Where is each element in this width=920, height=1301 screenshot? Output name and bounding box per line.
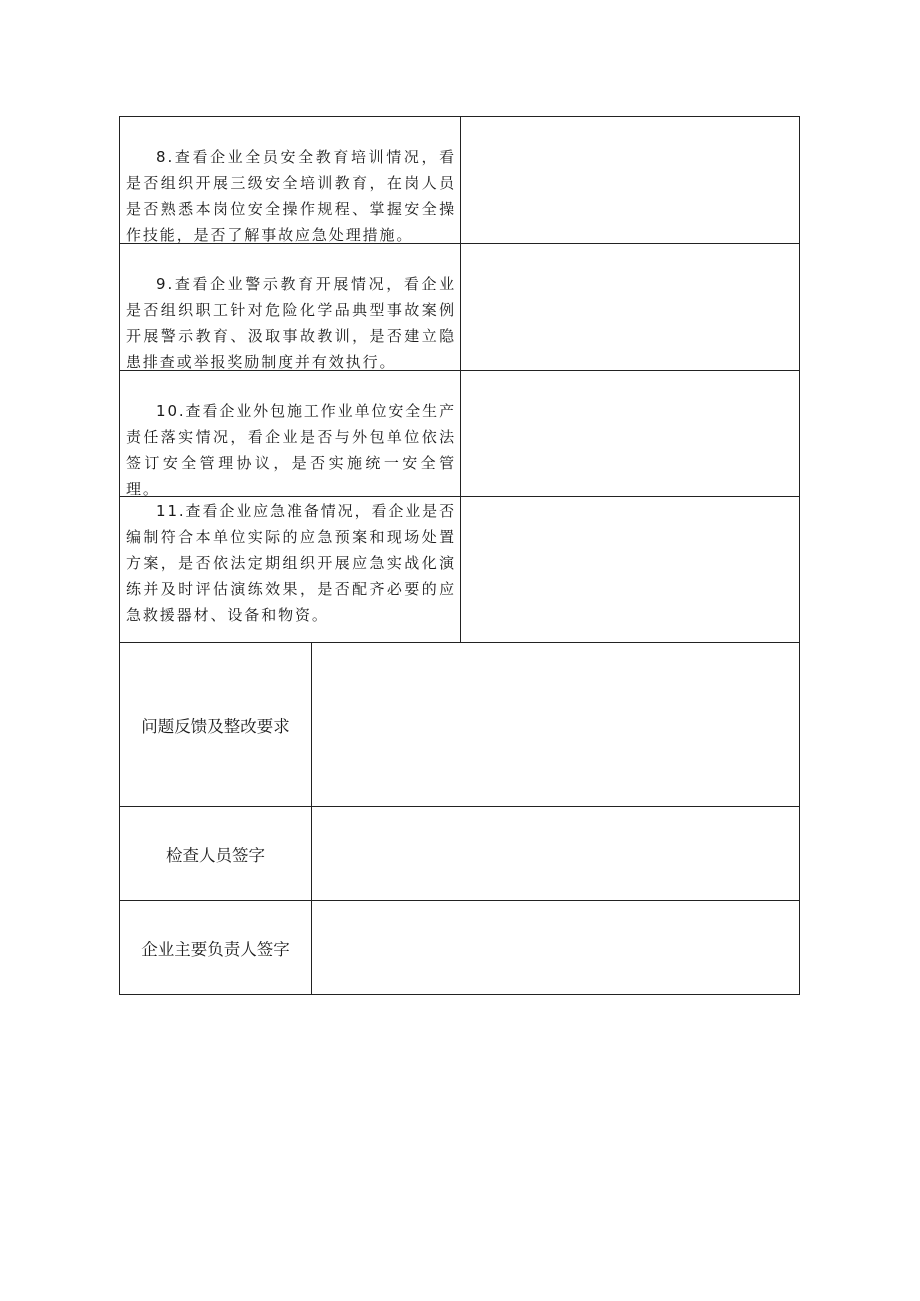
leader-signature-label: 企业主要负责人签字 (141, 939, 290, 959)
item-8-text: 8.查看企业全员安全教育培训情况，看是否组织开展三级安全培训教育，在岗人员是否熟悉本岗位安全操作规程、掌握安全操作技能，是否了解事故应急处理措施。 (126, 148, 456, 244)
feedback-label: 问题反馈及整改要求 (141, 716, 290, 736)
leader-label-cell (120, 901, 312, 994)
inspection-table (119, 116, 800, 995)
table-row-item-10 (120, 371, 799, 497)
table-row-item-8 (120, 117, 799, 244)
item-description-cell (120, 371, 461, 496)
item-11-text: 11.查看企业应急准备情况，看企业是否编制符合本单位实际的应急预案和现场处置方案，是否依法定期组织开展应急实战化演练并及时评估演练效果，是否配齐必要的应急救援器材、设备和物资。 (126, 502, 456, 624)
item-description-cell (120, 497, 461, 642)
feedback-label-cell (120, 643, 312, 806)
table-row-item-9 (120, 244, 799, 371)
item-9-text: 9.查看企业警示教育开展情况，看企业是否组织职工针对危险化学品典型事故案例开展警示教育、汲取事故教训，是否建立隐患排查或举报奖励制度并有效执行。 (126, 275, 456, 371)
inspector-signature-label: 检查人员签字 (166, 845, 265, 865)
item-description-cell (120, 244, 461, 370)
item-description-cell (120, 117, 461, 243)
feedback-input-cell[interactable] (312, 643, 799, 806)
inspector-label-cell (120, 807, 312, 900)
table-row-item-11 (120, 497, 799, 643)
item-10-result-cell[interactable] (461, 371, 799, 496)
item-9-result-cell[interactable] (461, 244, 799, 370)
table-row-leader-signature (120, 901, 799, 994)
item-8-result-cell[interactable] (461, 117, 799, 243)
item-10-text: 10.查看企业外包施工作业单位安全生产责任落实情况，看企业是否与外包单位依法签订安全管理协议，是否实施统一安全管理。 (126, 402, 456, 498)
leader-signature-cell[interactable] (312, 901, 799, 994)
table-row-feedback (120, 643, 799, 807)
item-11-result-cell[interactable] (461, 497, 799, 642)
inspector-signature-cell[interactable] (312, 807, 799, 900)
table-row-inspector-signature (120, 807, 799, 901)
